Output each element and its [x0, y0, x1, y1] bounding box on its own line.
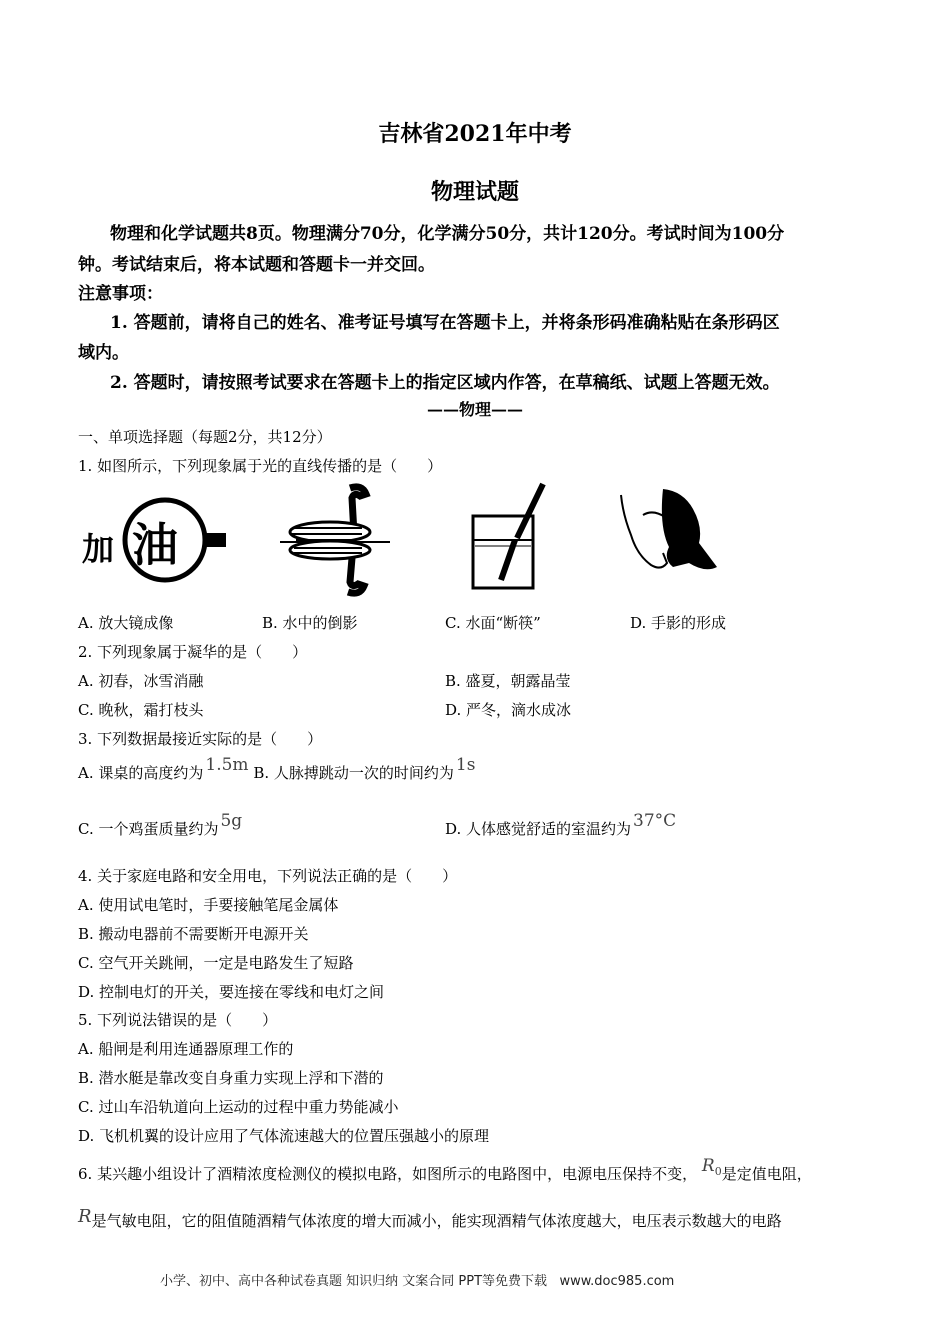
q2-option-c: C. 晚秋，霜打枝头: [78, 701, 204, 719]
q4-option-d: D. 控制电灯的开关，要连接在零线和电灯之间: [78, 983, 385, 1001]
r-symbol: R: [78, 1206, 92, 1227]
q4-stem: 4. 关于家庭电路和安全用电，下列说法正确的是（ ）: [78, 867, 458, 885]
q3-option-c-line: [78, 811, 243, 839]
q1-stem: 1. 如图所示，下列现象属于光的直线传播的是（ ）: [78, 457, 443, 475]
q3-option-ab: [78, 755, 476, 783]
q6-text-1: 6. 某兴趣小组设计了酒精浓度检测仪的模拟电路，如图所示的电路图中，电源电压保持不变，: [78, 1165, 698, 1183]
q4-option-a: A. 使用试电笔时，手要接触笔尾金属体: [78, 896, 339, 914]
footer-site: www.doc985.com: [559, 1274, 675, 1289]
q3-option-c: C. 一个鸡蛋质量约为: [78, 820, 219, 838]
q3-option-a: A. 课桌的高度约为: [78, 764, 204, 782]
q3-option-b: B. 人脉搏跳动一次的时间约为: [253, 764, 454, 782]
hand-shadow-figure: [615, 485, 725, 595]
notice-1a: 1. 答题前，请将自己的姓名、准考证号填写在答题卡上，并将条形码准确粘贴在条形码区: [110, 313, 780, 333]
intro-line-2: 钟。考试结束后，将本试题和答题卡一并交回。: [78, 255, 435, 275]
q5-option-b: B. 潜水艇是靠改变自身重力实现上浮和下潜的: [78, 1069, 384, 1087]
section-divider: ——物理——: [426, 400, 523, 419]
intro-line-1: 物理和化学试题共8页。物理满分70分，化学满分50分，共计120分。考试时间为100分: [110, 224, 785, 244]
q4-option-c: C. 空气开关跳闸，一定是电路发生了短路: [78, 954, 354, 972]
q5-option-d: D. 飞机机翼的设计应用了气体流速越大的位置压强越小的原理: [78, 1127, 490, 1145]
page-title: 吉林省2021年中考: [378, 121, 572, 147]
section-heading: 一、单项选择题（每题2分，共12分）: [78, 428, 332, 446]
q6-text-2: 是气敏电阻，它的阻值随酒精气体浓度的增大而减小，能实现酒精气体浓度越大，电压表示数越大的电路: [91, 1212, 782, 1230]
r0-symbol: $R_0$: [701, 1156, 722, 1178]
page-subtitle: 物理试题: [430, 179, 519, 205]
q1-option-d: D. 手影的形成: [630, 614, 727, 632]
notice-2: 2. 答题时，请按照考试要求在答题卡上的指定区域内作答，在草稿纸、试题上答题无效。: [110, 373, 780, 393]
q2-option-a: A. 初春，冰雪消融: [78, 672, 204, 690]
q5-option-c: C. 过山车沿轨道向上运动的过程中重力势能减小: [78, 1098, 399, 1116]
q2-option-b: B. 盛夏，朝露晶莹: [445, 672, 571, 690]
fig-a-you: 油: [132, 518, 178, 572]
q4-option-b: B. 搬动电器前不需要断开电源开关: [78, 925, 309, 943]
q3-value-b: 1s: [455, 755, 476, 775]
q3-value-c: 5g: [220, 811, 243, 831]
fig-a-jia: 加: [82, 530, 115, 568]
q5-option-a: A. 船闸是利用连通器原理工作的: [78, 1040, 294, 1058]
swan-reflection-figure: [280, 480, 390, 600]
q5-stem: 5. 下列说法错误的是（ ）: [78, 1011, 278, 1029]
q3-option-d-line: [445, 811, 677, 839]
magnifier-figure: [80, 495, 240, 595]
q6-text-1-tail: 是定值电阻，: [721, 1165, 812, 1183]
q6-line-2: [78, 1206, 782, 1231]
beaker-chopstick-figure: [465, 480, 555, 595]
q3-value-a: 1.5m: [205, 755, 249, 775]
q3-value-d: 37°C: [633, 811, 677, 831]
q6-line-1: [78, 1156, 812, 1186]
q2-option-d: D. 严冬，滴水成冰: [445, 701, 572, 719]
notice-title: 注意事项：: [78, 284, 163, 304]
q3-option-d: D. 人体感觉舒适的室温约为: [445, 820, 632, 838]
q1-option-c: C. 水面“断筷”: [445, 614, 541, 632]
notice-1b: 域内。: [78, 343, 129, 363]
footer-text: 小学、初中、高中各种试卷真题 知识归纳 文案合同 PPT等免费下载 www.doc985.com: [160, 1274, 675, 1289]
q1-option-b: B. 水中的倒影: [262, 614, 358, 632]
q2-stem: 2. 下列现象属于凝华的是（ ）: [78, 643, 308, 661]
q3-stem: 3. 下列数据最接近实际的是（ ）: [78, 730, 323, 748]
q1-option-a: A. 放大镜成像: [78, 614, 174, 632]
